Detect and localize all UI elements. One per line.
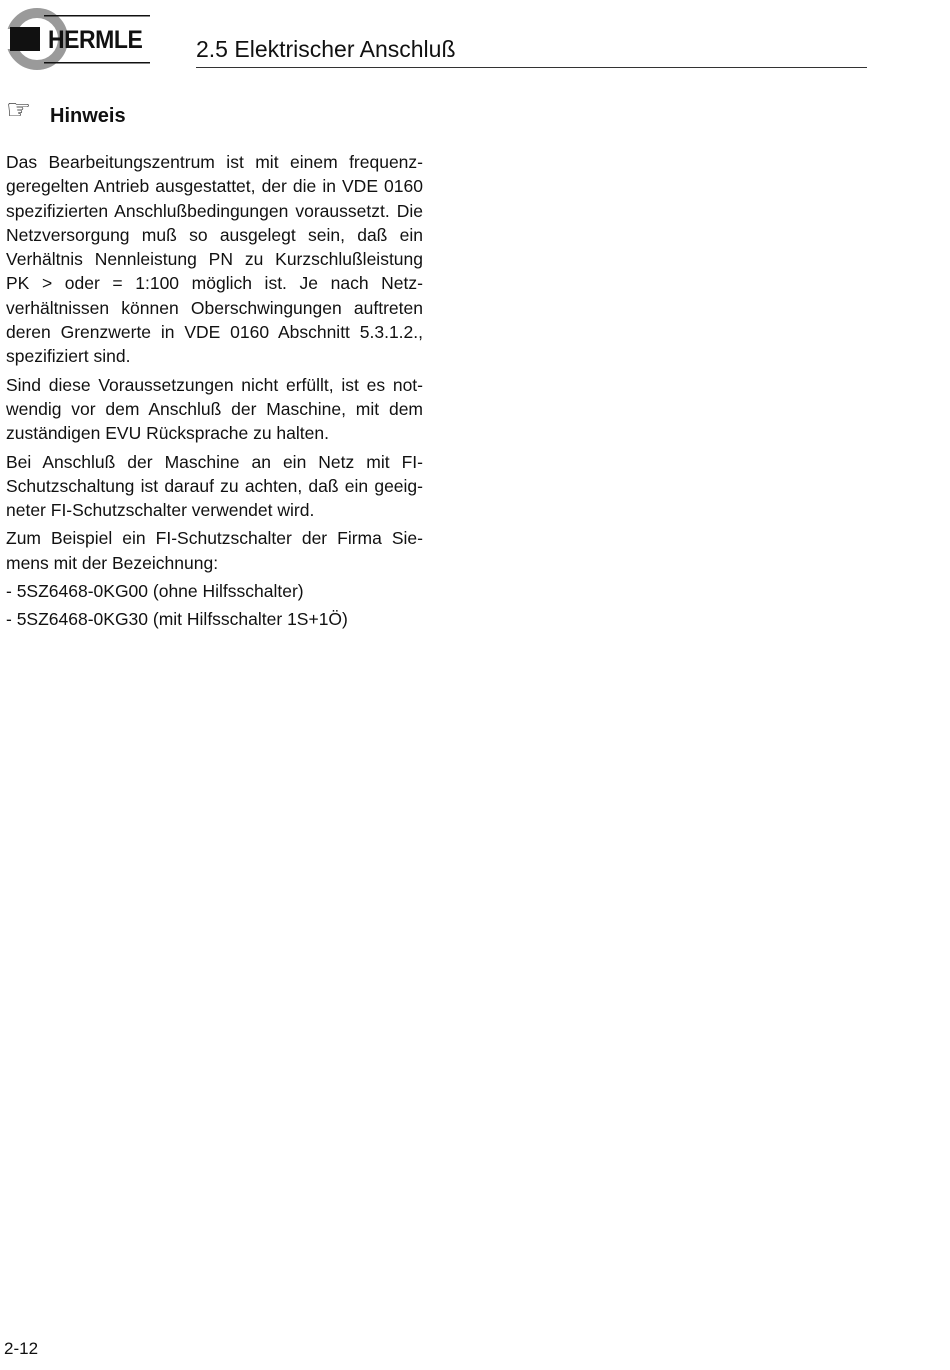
pointing-hand-icon: ☞ [6, 93, 32, 126]
logo-wordmark: HERMLE [48, 26, 143, 54]
paragraph: Bei Anschluß der Maschine an ein Netz mit FI-Schutzschaltung ist darauf zu achten, daß ein geeigneter FI-Schutzschalter verwendet wird. [6, 451, 423, 521]
paragraph: Sind diese Voraussetzungen nicht erfüllt, ist es notwendig vor dem Anschluß der Maschine, mit dem zuständigen EVU Rücksprache zu halten. [6, 374, 423, 444]
paragraph: Zum Beispiel ein FI-Schutzschalter der Firma Siemens mit der Bezeichnung: [6, 528, 423, 573]
hermle-logo [4, 6, 154, 72]
paragraph: Das Bearbeitungszentrum ist mit einem frequenzgeregelten Antrieb ausgestattet, der die in VDE 0160 spezifizierten Anschlußbedingungen voraussetzt. Die Netzversorgung muß so ausgelegt sein, daß ein Verhältnis Nennleistung PN zu Kurzschlußleistung PK > oder = 1:100 möglich ist. Je nach Netzverhältnissen können Oberschwingungen auftreten deren Grenzwerte in VDE 0160 Abschnitt 5.3.1.2., spezifiziert sind. [6, 152, 423, 367]
body-text [6, 150, 423, 636]
list-item: - 5SZ6468-0KG00 (ohne Hilfsschalter) [6, 581, 304, 602]
section-title: 2.5 Elektrischer Anschluß [196, 36, 456, 62]
page-number: 2-12 [4, 1339, 39, 1358]
note-title: Hinweis [50, 105, 126, 127]
list-item: - 5SZ6468-0KG30 (mit Hilfsschalter 1S+1Ö) [6, 609, 348, 630]
header-rule [196, 67, 867, 68]
